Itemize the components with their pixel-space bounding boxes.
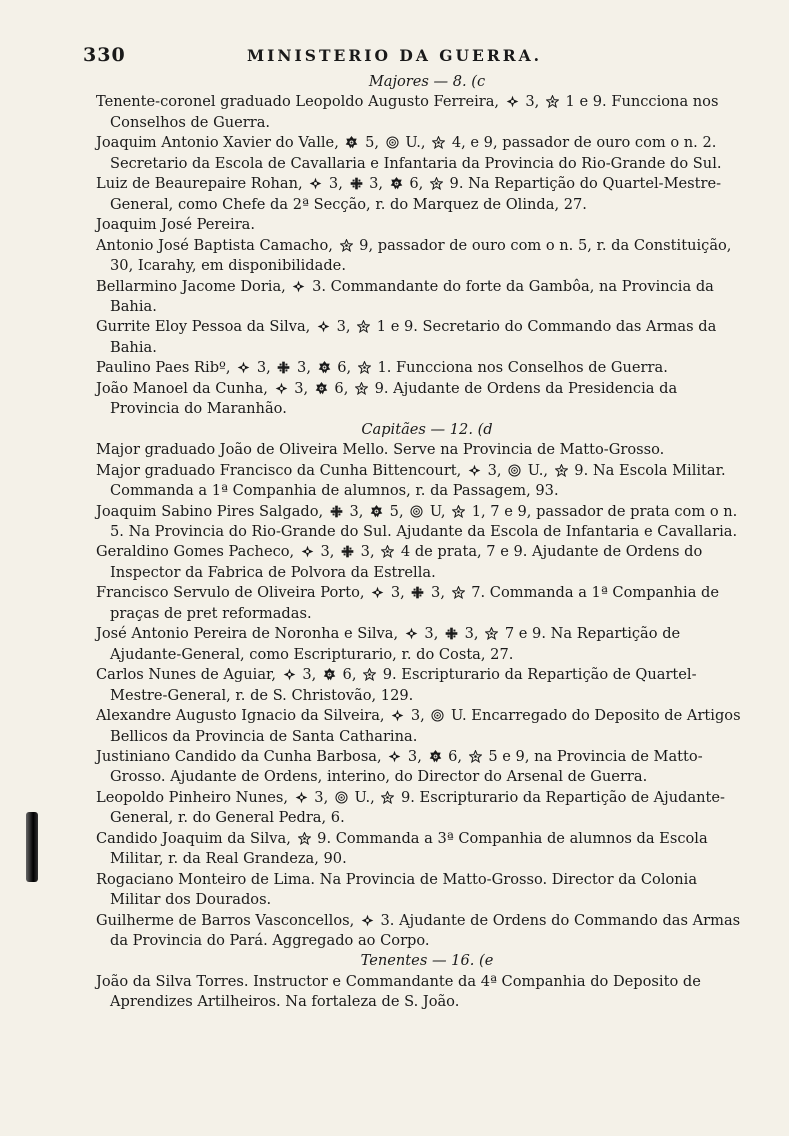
roster-entry xyxy=(70,542,742,583)
entry-text: 3, xyxy=(482,461,507,479)
entry-text: 9. Escripturario da Repartição de Ajudante-General, r. do General Pedra, 6. xyxy=(110,788,725,827)
entry-text: 3, xyxy=(426,584,450,602)
roster-entry xyxy=(70,911,742,952)
entry-text: 3, xyxy=(289,379,313,397)
maltese-cross-icon xyxy=(330,505,343,518)
entry-text: 6, xyxy=(329,379,353,397)
roster-entry xyxy=(70,317,742,358)
entry-text: 6, xyxy=(337,666,362,684)
star-icon xyxy=(357,320,370,333)
star-icon xyxy=(381,545,394,558)
roster-entry xyxy=(70,829,742,870)
entry-text: 3, xyxy=(520,93,544,111)
medal-icon xyxy=(429,750,442,763)
cross-rose-icon xyxy=(283,668,296,681)
cross-rose-icon xyxy=(275,382,288,395)
entry-text: João da Silva Torres. Instructor e Commandante da 4ª Companhia do Deposito de Aprendizes Artilheiros. Na fortaleza de S. João. xyxy=(96,972,701,1011)
entry-text: 9. Ajudante de Ordens da Presidencia da Provincia do Maranhão. xyxy=(110,379,678,418)
entry-text: 3, xyxy=(315,543,340,561)
section-heading: Capitães — 12. (d xyxy=(361,420,493,438)
entry-text: Guilherme de Barros Vasconcellos, xyxy=(96,911,359,929)
cross-rose-icon xyxy=(309,177,322,190)
entry-text: Francisco Servulo de Oliveira Porto, xyxy=(96,584,370,602)
roster-entry xyxy=(70,358,742,378)
entry-text: Bellarmino Jacome Doria, xyxy=(96,277,291,295)
entry-text: 3, xyxy=(364,175,388,193)
entry-text: 3. Ajudante de Ordens do Commando das Armas da Provincia do Pará. Aggregado ao Corpo. xyxy=(110,911,741,950)
roster-entry xyxy=(70,215,742,235)
roster-entry xyxy=(70,972,742,1013)
cross-rose-icon xyxy=(237,361,250,374)
star-icon xyxy=(430,177,443,190)
maltese-cross-icon xyxy=(341,545,354,558)
entry-text: 9. Commanda a 3ª Companhia de alumnos da Escola Militar, r. da Real Grandeza, 90. xyxy=(110,829,708,868)
entry-text: 3, xyxy=(386,584,410,602)
entry-text: 1 e 9. Funcciona nos Conselhos de Guerra. xyxy=(110,93,719,131)
entry-text: 1. Funcciona nos Conselhos de Guerra. xyxy=(372,359,668,377)
entry-text: 3, xyxy=(309,788,333,806)
medal-icon xyxy=(390,177,403,190)
entry-text: 9. Na Escola Militar. Commanda a 1ª Companhia de alumnos, r. da Passagem, 93. xyxy=(110,461,726,500)
entry-text: U. Encarregado do Deposito de Artigos Bellicos da Provincia de Santa Catharina. xyxy=(110,707,741,745)
roster-entry xyxy=(70,133,742,174)
entry-text: 3, xyxy=(460,625,484,643)
entry-text: U, xyxy=(425,502,451,520)
entry-text: Alexandre Augusto Ignacio da Silveira, xyxy=(96,707,390,725)
star-icon xyxy=(485,627,498,640)
entry-text: 6, xyxy=(404,175,428,193)
document-body xyxy=(70,72,742,1013)
star-icon xyxy=(340,239,353,252)
entry-text: 3, xyxy=(344,502,369,520)
roster-entry xyxy=(70,624,742,665)
roster-entry xyxy=(70,277,742,318)
maltese-cross-icon xyxy=(411,586,424,599)
page-header xyxy=(0,44,789,74)
entry-text: 9. Na Repartição do Quartel-Mestre-General, como Chefe da 2ª Secção, r. do Marquez de Olinda, 27. xyxy=(110,175,722,213)
roster-entry xyxy=(70,583,742,624)
medal-icon xyxy=(323,668,336,681)
entry-text: Joaquim Antonio Xavier do Valle, xyxy=(96,134,344,152)
cross-rose-icon xyxy=(405,627,418,640)
entry-text: U., xyxy=(349,788,380,806)
entry-text: Luiz de Beaurepaire Rohan, xyxy=(96,175,308,193)
entry-text: Antonio José Baptista Camacho, xyxy=(96,236,338,254)
maltese-cross-icon xyxy=(445,627,458,640)
roundel-icon xyxy=(431,709,444,722)
roster-entry xyxy=(70,747,742,788)
roster-entry xyxy=(70,236,742,277)
star-icon xyxy=(452,505,465,518)
cross-rose-icon xyxy=(301,545,314,558)
maltese-cross-icon xyxy=(277,361,290,374)
cross-rose-icon xyxy=(391,709,404,722)
entry-text: Carlos Nunes de Aguiar, xyxy=(96,666,281,684)
roundel-icon xyxy=(410,505,423,518)
star-icon xyxy=(363,668,376,681)
entry-text: 7 e 9. Na Repartição de Ajudante-General, como Escripturario, r. do Costa, 27. xyxy=(110,625,681,663)
roster-entry xyxy=(70,379,742,420)
cross-rose-icon xyxy=(292,280,305,293)
entry-text: 6, xyxy=(443,747,467,765)
roster-entry xyxy=(70,788,742,829)
entry-text: U., xyxy=(400,134,431,152)
roster-entry xyxy=(70,665,742,706)
cross-rose-icon xyxy=(295,791,308,804)
entry-text: 4, e 9, passador de ouro com o n. 2. Secretario da Escola de Cavallaria e Infantaria da Provincia do Rio-Grande do Sul. xyxy=(110,134,722,172)
cross-rose-icon xyxy=(361,914,374,927)
entry-text: 3, xyxy=(406,707,430,725)
entry-text: U., xyxy=(523,461,553,479)
star-icon xyxy=(355,382,368,395)
running-title: MINISTERIO DA GUERRA. xyxy=(246,46,542,65)
roster-entry xyxy=(70,706,742,747)
star-icon xyxy=(452,586,465,599)
star-icon xyxy=(469,750,482,763)
entry-text: Tenente-coronel graduado Leopoldo Augusto Ferreira, xyxy=(96,93,504,111)
star-icon xyxy=(298,832,311,845)
cross-rose-icon xyxy=(317,320,330,333)
entry-text: Candido Joaquim da Silva, xyxy=(96,829,296,847)
cross-rose-icon xyxy=(468,464,481,477)
entry-text: Leopoldo Pinheiro Nunes, xyxy=(96,788,293,806)
entry-text: 4 de prata, 7 e 9. Ajudante de Ordens do Inspector da Fabrica de Polvora da Estrella. xyxy=(110,543,703,581)
entry-text: 6, xyxy=(332,359,356,377)
entry-text: 3, xyxy=(403,747,427,765)
star-icon xyxy=(555,464,568,477)
entry-text: 5 e 9, na Provincia de Matto-Grosso. Ajudante de Ordens, interino, do Director do Arsenal de Guerra. xyxy=(110,747,703,786)
cross-rose-icon xyxy=(506,95,519,108)
entry-text: 9, passador de ouro com o n. 5, r. da Constituição, 30, Icarahy, em disponibilidade. xyxy=(110,236,732,275)
entry-text: Major graduado João de Oliveira Mello. Serve na Provincia de Matto-Grosso. xyxy=(96,441,665,459)
cross-rose-icon xyxy=(371,586,384,599)
entry-text: Major graduado Francisco da Cunha Bittencourt, xyxy=(96,461,466,479)
medal-icon xyxy=(315,382,328,395)
entry-text: 3, xyxy=(324,175,348,193)
entry-text: Joaquim José Pereira. xyxy=(96,216,256,234)
page-number: 330 xyxy=(83,44,126,66)
entry-text: 3, xyxy=(331,318,356,336)
entry-text: 1 e 9. Secretario do Commando das Armas da Bahia. xyxy=(110,318,717,356)
roundel-icon xyxy=(386,136,399,149)
maltese-cross-icon xyxy=(350,177,363,190)
ink-smudge xyxy=(26,812,38,882)
roundel-icon xyxy=(508,464,521,477)
entry-text: 1, 7 e 9, passador de prata com o n. 5. Na Provincia do Rio-Grande do Sul. Ajudante da Escola de Infantaria e Cavallaria. xyxy=(110,502,738,540)
roster-entry xyxy=(70,870,742,911)
entry-text: Paulino Paes Ribº, xyxy=(96,359,236,377)
entry-text: 5, xyxy=(360,134,384,152)
roster-entry xyxy=(70,461,742,502)
entry-text: Joaquim Sabino Pires Salgado, xyxy=(96,502,328,520)
entry-text: 9. Escripturario da Repartição de Quartel-Mestre-General, r. de S. Christovão, 129. xyxy=(110,666,697,704)
entry-text: 3, xyxy=(292,359,316,377)
cross-rose-icon xyxy=(388,750,401,763)
entry-text: 3, xyxy=(356,543,380,561)
entry-text: 3, xyxy=(297,666,321,684)
entry-text: 5, xyxy=(385,502,409,520)
entry-text: Gurrite Eloy Pessoa da Silva, xyxy=(96,318,315,336)
entry-text: 3, xyxy=(419,625,443,643)
entry-text: 7. Commanda a 1ª Companhia de praças de pret reformadas. xyxy=(110,584,720,622)
entry-text: José Antonio Pereira de Noronha e Silva, xyxy=(96,625,403,643)
medal-icon xyxy=(370,505,383,518)
section-heading: Tenentes — 16. (e xyxy=(360,952,494,970)
medal-icon xyxy=(318,361,331,374)
entry-text: Geraldino Gomes Pacheco, xyxy=(96,543,299,561)
entry-text: João Manoel da Cunha, xyxy=(96,379,273,397)
entry-text: Rogaciano Monteiro de Lima. Na Provincia de Matto-Grosso. Director da Colonia Militar dos Dourados. xyxy=(96,870,698,909)
entry-text: Justiniano Candido da Cunha Barbosa, xyxy=(96,747,387,765)
roster-entry xyxy=(70,502,742,543)
section-heading: Majores — 8. (c xyxy=(368,73,486,90)
roundel-icon xyxy=(335,791,348,804)
star-icon xyxy=(432,136,445,149)
entry-text: 3. Commandante do forte da Gambôa, na Provincia da Bahia. xyxy=(110,277,714,315)
roster-entry xyxy=(70,92,742,133)
roster-entry xyxy=(70,440,742,460)
medal-icon xyxy=(345,136,358,149)
entry-text: 3, xyxy=(252,359,276,377)
roster-entry xyxy=(70,174,742,215)
star-icon xyxy=(358,361,371,374)
star-icon xyxy=(546,95,559,108)
star-icon xyxy=(381,791,394,804)
